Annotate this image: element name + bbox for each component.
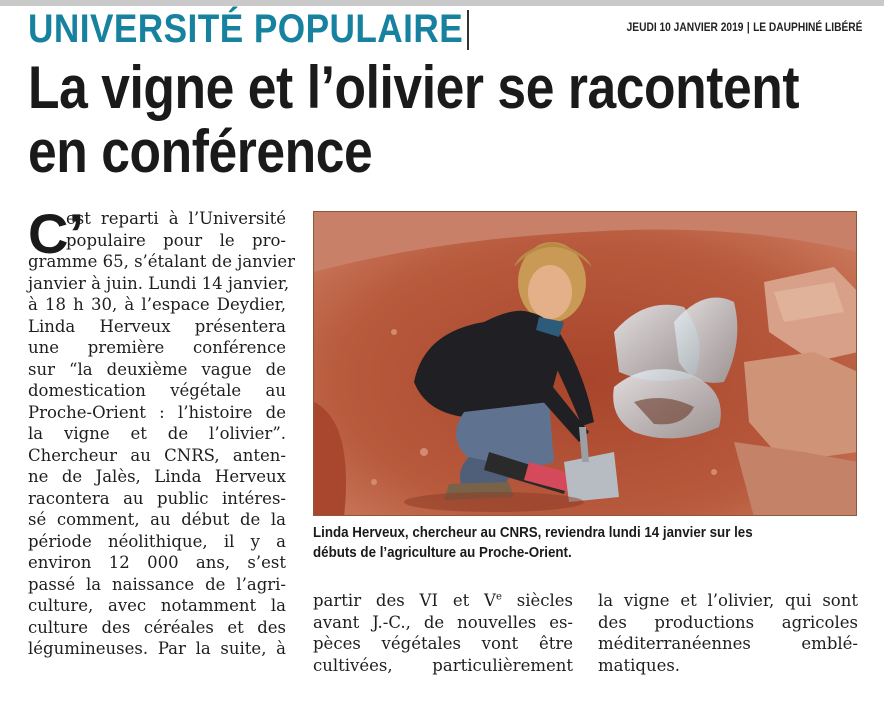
- headline-line-1: La vigne et l’olivier se racontent: [28, 54, 800, 121]
- body-line: sé comment, au début de la: [28, 510, 286, 529]
- caption-line-1: Linda Herveux, chercheur au CNRS, reviendra lundi 14 janvier sur les: [313, 525, 753, 541]
- dateline: JEUDI 10 JANVIER 2019 | LE DAUPHINÉ LIBÉRÉ: [626, 20, 862, 34]
- body-line-end: siècles: [501, 591, 573, 610]
- newspaper-name: LE DAUPHINÉ LIBÉRÉ: [752, 20, 862, 34]
- caption-line-2: débuts de l’agriculture au Proche-Orient.: [313, 545, 572, 561]
- body-line: sur “la deuxième vague de: [28, 359, 286, 379]
- body-line-start: partir des VI et V: [313, 591, 496, 610]
- body-line: la vigne et l’olivier, qui sont: [598, 591, 858, 610]
- body-line: Proche-Orient : l’histoire de: [28, 402, 286, 422]
- body-line: Linda Herveux présentera: [28, 316, 286, 336]
- body-line: période néolithique, il y a: [28, 531, 286, 551]
- photo-caption: [313, 523, 857, 563]
- section-rubric: UNIVERSITÉ POPULAIRE: [28, 6, 464, 51]
- body-column-3: [598, 590, 858, 676]
- body-line: culture des céréales et des: [28, 617, 286, 637]
- headline: [28, 54, 800, 185]
- body-line: [313, 590, 573, 612]
- body-line: pèces végétales vont être: [313, 634, 573, 653]
- body-line: culture, avec notamment la: [28, 596, 286, 615]
- rubric-divider: [467, 10, 469, 50]
- body-line: domestication végétale au: [28, 381, 286, 400]
- body-line: cultivées, particulièrement: [313, 655, 573, 675]
- drop-cap: C’: [28, 202, 84, 265]
- body-line: des productions agricoles: [598, 612, 858, 632]
- body-line: racontera au public intéres-: [28, 488, 286, 508]
- body-line: est reparti à l’Université: [66, 209, 286, 228]
- body-line: gramme 65, s’étalant de janvier: [28, 252, 296, 271]
- body-line: ne de Jalès, Linda Herveux: [28, 467, 286, 486]
- body-line: janvier à juin. Lundi 14 janvier,: [28, 273, 290, 293]
- body-line: avant J.-C., de nouvelles es-: [313, 612, 573, 632]
- body-line: à 18 h 30, à l’espace Deydier,: [28, 295, 286, 314]
- body-line: passé la naissance de l’agri-: [28, 574, 286, 594]
- body-line: environ 12 000 ans, s’est: [28, 553, 286, 572]
- body-line: matiques.: [598, 655, 681, 675]
- headline-line-2: en conférence: [28, 118, 373, 185]
- article-photo: [313, 211, 857, 516]
- date-text: JEUDI 10 JANVIER 2019: [626, 20, 743, 34]
- body-line: la vigne et de l’olivier”.: [28, 424, 286, 443]
- body-line: légumineuses. Par la suite, à: [28, 639, 286, 658]
- body-line: méditerranéennes emblé-: [598, 634, 858, 653]
- body-line: Chercheur au CNRS, anten-: [28, 445, 286, 465]
- superscript: e: [495, 591, 502, 603]
- body-line: populaire pour le pro-: [66, 230, 286, 250]
- body-column-1: [28, 202, 296, 660]
- body-line: une première conférence: [28, 338, 286, 357]
- body-column-2: [313, 590, 573, 676]
- photo-illustration: [314, 212, 857, 516]
